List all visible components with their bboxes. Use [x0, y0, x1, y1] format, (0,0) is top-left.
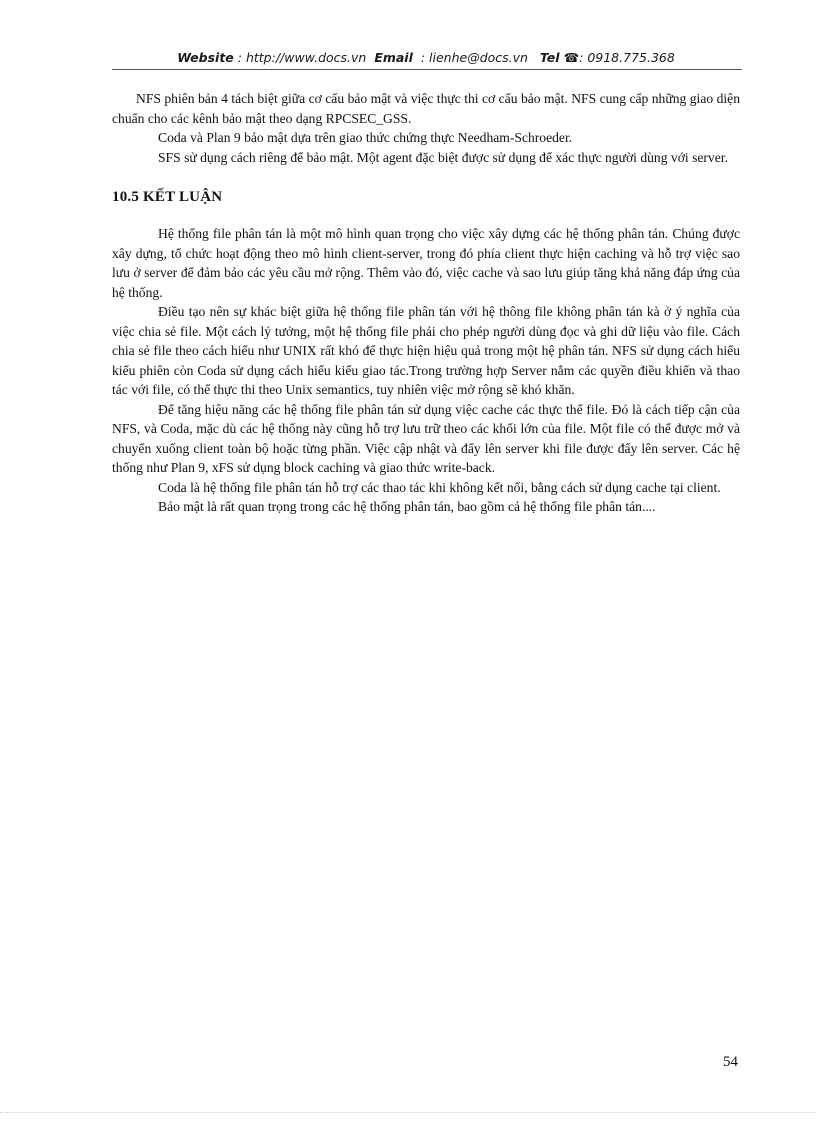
intro-paragraph-1: NFS phiên bản 4 tách biệt giữa cơ cấu bảo mật và việc thực thi cơ cấu bảo mật. NFS cung cấp những giao diện chuẩn cho các kênh bảo mật theo dạng RPCSEC_GSS. [112, 91, 740, 126]
intro-paragraph-3: SFS sử dụng cách riêng để bảo mật. Một agent đặc biệt được sử dụng để xác thực người dùng với server. [158, 149, 728, 165]
website-label: Website [177, 50, 234, 65]
conclusion-paragraph-5: Bảo mật là rất quan trọng trong các hệ thống phân tán, bao gồm cả hệ thống file phân tán.... [158, 499, 656, 514]
page-number: 54 [723, 1054, 738, 1070]
conclusion-paragraph-1: Hệ thống file phân tán là một mô hình quan trọng cho việc xây dựng các hệ thống phân tán. Chúng được xây dựng, tổ chức hoạt động theo mô hình client-server, trong đó phía client thực hiện caching và hỗ trợ việc sao lưu ở server để đảm bảo các yêu cầu mở rộng. Thêm vào đó, việc cache và sao lưu giúp tăng khả năng đáp ứng của hệ thống. [112, 226, 740, 300]
page-content [112, 89, 740, 517]
conclusion-paragraph-4: Coda là hệ thống file phân tán hỗ trợ các thao tác khi không kết nối, bằng cách sử dụng cache tại client. [158, 479, 721, 495]
email-value: : lienhe@docs.vn [420, 50, 528, 65]
website-value: : http://www.docs.vn [237, 50, 367, 65]
page-header [112, 50, 740, 65]
section-title: 10.5 KẾT LUẬN [112, 189, 223, 205]
footer-divider [0, 1112, 816, 1113]
intro-paragraph-2: Coda và Plan 9 bảo mật dựa trên giao thức chứng thực Needham-Schroeder. [158, 130, 573, 145]
telephone-icon: ☎ [563, 50, 580, 65]
email-label: Email [374, 50, 413, 65]
conclusion-paragraph-2: Điều tạo nên sự khác biệt giữa hệ thống file phân tán với hệ thông file không phân tán kà ở ý nghĩa của việc chia sẻ file. Một cách lý tưởng, một hệ thống file phải cho phép người dùng đọc và ghi dữ liệu vào file. Cách chia sẻ file theo cách hiểu như UNIX rất khó để thực hiện hiệu quả trong một hệ phân tán. NFS sử dụng cách hiểu kiểu phiên còn Coda sử dụng cách hiểu kiểu giao tác.Trong trường hợp Server nắm các quyền điều khiển và thao tác với file, có thể thực thi theo Unix semantics, tuy nhiên việc mở rộng sẽ khó khăn. [112, 304, 740, 397]
header-divider [112, 69, 742, 70]
tel-value: : 0918.775.368 [579, 50, 675, 65]
conclusion-paragraph-3: Để tăng hiệu năng các hệ thống file phân tán sử dụng việc cache các thực thể file. Đó là cách tiếp cận của NFS, và Coda, mặc dù các hệ thống này cũng hỗ trợ lưu trữ theo các khối lớn của file. Một file có thể được mở và chuyển xuống client toàn bộ hoặc từng phần. Việc cập nhật và đẩy lên server khi file được đẩy lên server. Các hệ thống như Plan 9, xFS sử dụng block caching và giao thức write-back. [112, 401, 740, 475]
tel-label: Tel [539, 50, 560, 65]
